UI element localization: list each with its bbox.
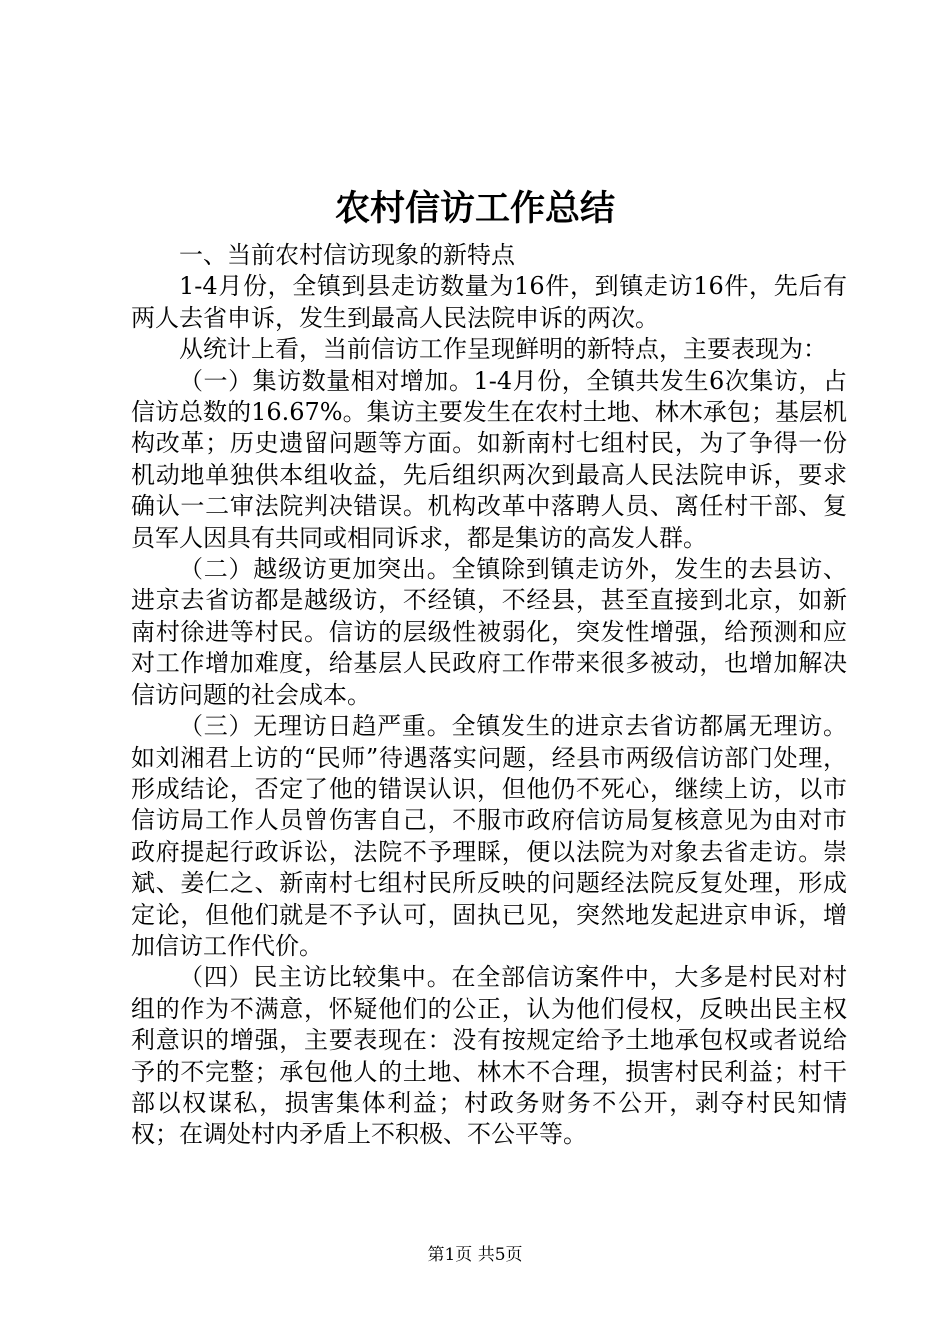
paragraph: （一）集访数量相对增加。1-4月份，全镇共发生6次集访，占信访总数的16.67%。集访主要发生在农村土地、林木承包；基层机构改革；历史遗留问题等方面。如新南村七组村民，为了争得一份机动地单独供本组收益，先后组织两次到最高人民法院申诉，要求确认一二审法院判决错误。机构改革中落聘人员、离任村干部、复员军人因具有共同或相同诉求，都是集访的高发人群。 <box>131 366 847 552</box>
page-footer: 第1页 共5页 <box>427 1245 523 1265</box>
document-title: 农村信访工作总结 <box>334 188 615 229</box>
paragraph: （二）越级访更加突出。全镇除到镇走访外，发生的去县访、进京去省访都是越级访，不经镇，不经县，甚至直接到北京，如新南村徐进等村民。信访的层级性被弱化，突发性增强，给预测和应对工作增加难度，给基层人民政府工作带来很多被动，也增加解决信访问题的社会成本。 <box>131 555 847 709</box>
paragraph: 1-4月份，全镇到县走访数量为16件，到镇走访16件，先后有两人去省申诉，发生到最高人民法院申诉的两次。 <box>131 272 847 332</box>
paragraph: 从统计上看，当前信访工作呈现鲜明的新特点，主要表现为： <box>179 335 827 364</box>
paragraph: （三）无理访日趋严重。全镇发生的进京去省访都属无理访。如刘湘君上访的“民师”待遇落实问题，经县市两级信访部门处理，形成结论，否定了他的错误认识，但他仍不死心，继续上访，以市信访局工作人员曾伤害自己，不服市政府信访局复核意见为由对市政府提起行政诉讼，法院不予理睬，便以法院为对象去省走访。崇斌、姜仁之、新南村七组村民所反映的问题经法院反复处理，形成定论，但他们就是不予认可，固执已见，突然地发起进京申诉，增加信访工作代价。 <box>131 712 847 960</box>
document-body <box>131 240 847 1151</box>
paragraph: （四）民主访比较集中。在全部信访案件中，大多是村民对村组的作为不满意，怀疑他们的公正，认为他们侵权，反映出民主权利意识的增强，主要表现在：没有按规定给予土地承包权或者说给予的不完整；承包他人的土地、林木不合理，损害村民利益；村干部以权谋私，损害集体利益；村政务财务不公开，剥夺村民知情权；在调处村内矛盾上不积极、不公平等。 <box>131 963 847 1149</box>
section-heading: 一、当前农村信访现象的新特点 <box>179 241 515 269</box>
